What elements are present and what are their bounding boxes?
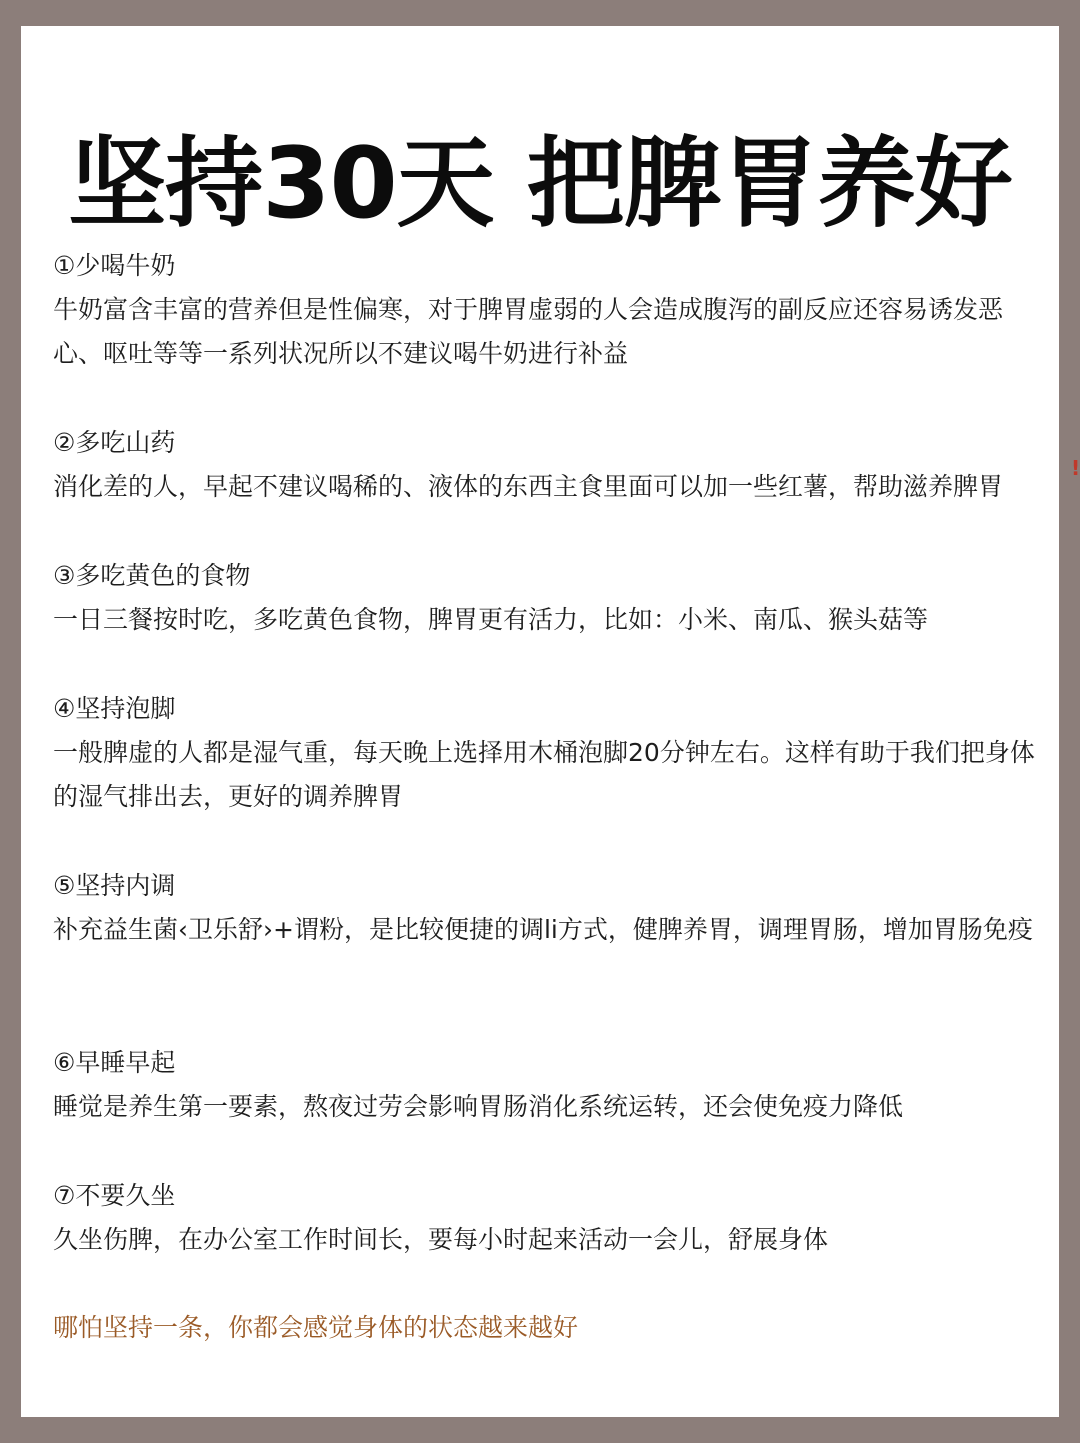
section-2 [53, 421, 1043, 509]
section-heading: ⑤坚持内调 [53, 871, 176, 900]
section-6 [53, 1041, 1043, 1129]
edge-mark: ! [1071, 456, 1080, 480]
section-1 [53, 244, 1043, 376]
section-heading: ⑦不要久坐 [53, 1181, 176, 1210]
section-5 [53, 864, 1043, 952]
section-4 [53, 687, 1043, 819]
section-body: 一般脾虚的人都是湿气重，每天晚上选择用木桶泡脚20分钟左右。这样有助于我们把身体的湿气排出去，更好的调养脾胃 [53, 738, 1035, 811]
section-heading: ⑥早睡早起 [53, 1048, 176, 1077]
section-body: 睡觉是养生第一要素，熬夜过劳会影响胃肠消化系统运转，还会使免疫力降低 [53, 1092, 904, 1121]
section-heading: ②多吃山药 [53, 428, 176, 457]
section-body: 消化差的人，早起不建议喝稀的、液体的东西主食里面可以加一些红薯，帮助滋养脾胃 [53, 472, 1004, 501]
section-heading: ③多吃黄色的食物 [53, 561, 251, 590]
section-body: 补充益生菌‹卫乐舒›+谓粉，是比较便捷的调li方式，健脾养胃，调理胃肠，增加胃肠免疫 [53, 915, 1033, 944]
section-body: 一日三餐按时吃，多吃黄色食物，脾胃更有活力，比如：小米、南瓜、猴头菇等 [53, 605, 929, 634]
section-heading: ④坚持泡脚 [53, 694, 176, 723]
section-body: 久坐伤脾，在办公室工作时间长，要每小时起来活动一会儿，舒展身体 [53, 1225, 829, 1254]
section-heading: ①少喝牛奶 [53, 251, 176, 280]
section-7 [53, 1174, 1043, 1262]
section-body: 牛奶富含丰富的营养但是性偏寒，对于脾胃虚弱的人会造成腹泻的副反应还容易诱发恶心、呕吐等等一系列状况所以不建议喝牛奶进行补益 [53, 295, 1004, 368]
article-card [21, 26, 1059, 1417]
page-title: 坚持30天 把脾胃养好 [68, 127, 1012, 241]
section-3 [53, 554, 1043, 642]
closing-note: 哪怕坚持一条，你都会感觉身体的状态越来越好 [53, 1313, 579, 1342]
